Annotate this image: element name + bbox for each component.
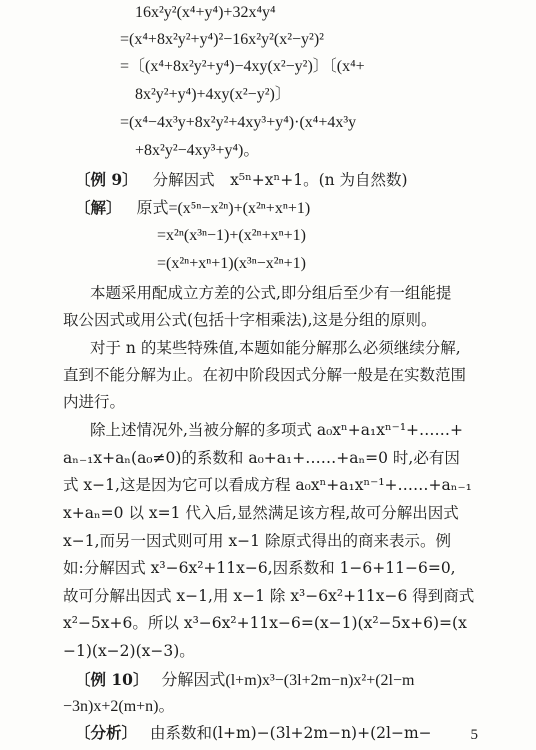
- example-label: 〔例 9〕: [75, 170, 138, 189]
- example-10: [75, 670, 414, 691]
- example-label: 〔例 10〕: [75, 670, 149, 689]
- example-text: 分解因式(l+m)x³−(3l+2m−n)x²+(2l−m: [161, 672, 415, 689]
- paragraph-line: 取公因式或用公式(包括十字相乘法),这是分组的原则。: [63, 311, 437, 329]
- math-line: =〔(x⁴+8x²y²+y⁴)−4xy(x²−y²)〕〔(x⁴+: [120, 58, 365, 75]
- math-line: =(x⁴+8x²y²+y⁴)²−16x²y²(x²−y²)²: [120, 31, 324, 48]
- paragraph-line: 内进行。: [63, 393, 126, 411]
- solution-line: =x²ⁿ(x³ⁿ−1)+(x²ⁿ+xⁿ+1): [157, 227, 306, 244]
- paragraph-line: −1)(x−2)(x−3)。: [63, 642, 195, 660]
- math-line: 8x²y²+y⁴)+4xy(x²−y²)〕: [135, 86, 291, 103]
- paragraph-line: 本题采用配成立方差的公式,即分组后至少有一组能提: [90, 284, 452, 302]
- analysis-10: [75, 723, 432, 743]
- paragraph-line: 如:分解因式 x³−6x²+11x−6,因系数和 1−6+11−6=0,: [63, 559, 456, 577]
- paragraph-line: aₙ₋₁x+aₙ(a₀≠0)的系数和 a₀+a₁+……+aₙ=0 时,必有因: [63, 449, 460, 467]
- solution-line: =(x²ⁿ+xⁿ+1)(x³ⁿ−x²ⁿ+1): [157, 255, 306, 272]
- solution-line: 原式=(x⁵ⁿ−x²ⁿ)+(x²ⁿ+xⁿ+1): [136, 200, 311, 217]
- example-text: 分解因式 x⁵ⁿ+xⁿ+1。(n 为自然数): [152, 171, 408, 189]
- analysis-label: 〔分析〕: [75, 723, 138, 742]
- math-line: 16x²y²(x⁴+y⁴)+32x⁴y⁴: [135, 4, 276, 21]
- math-line: +8x²y²−4xy³+y⁴)。: [135, 142, 260, 159]
- paragraph-line: x−1,而另一因式则可用 x−1 除原式得出的商来表示。例: [63, 532, 451, 550]
- paragraph-line: 直到不能分解为止。在初中阶段因式分解一般是在实数范围: [63, 366, 467, 384]
- paragraph-line: 对于 n 的某些特殊值,本题如能分解那么必须继续分解,: [90, 339, 461, 357]
- paragraph-line: 式 x−1,这是因为它可以看成方程 a₀xⁿ+a₁xⁿ⁻¹+……+aₙ₋₁: [63, 476, 472, 494]
- example-text: −3n)x+2(m+n)。: [63, 698, 175, 715]
- paragraph-line: 故可分解出因式 x−1,用 x−1 除 x³−6x²+11x−6 得到商式: [63, 587, 475, 605]
- solution-9: [75, 198, 310, 219]
- example-9: [75, 170, 408, 190]
- page-number: 5: [470, 727, 478, 743]
- paragraph-line: x²−5x+6。所以 x³−6x²+11x−6=(x−1)(x²−5x+6)=(x: [63, 614, 467, 632]
- math-line: =(x⁴−4x³y+8x²y²+4xy³+y⁴)·(x⁴+4x³y: [120, 114, 357, 131]
- solution-label: 〔解〕: [75, 198, 122, 217]
- paragraph-line: x+aₙ=0 以 x=1 代入后,显然满足该方程,故可分解出因式: [63, 504, 459, 522]
- analysis-text: 由系数和(l+m)−(3l+2m−n)+(2l−m−: [149, 724, 432, 742]
- paragraph-line: 除上述情况外,当被分解的多项式 a₀xⁿ+a₁xⁿ⁻¹+……+: [90, 421, 464, 439]
